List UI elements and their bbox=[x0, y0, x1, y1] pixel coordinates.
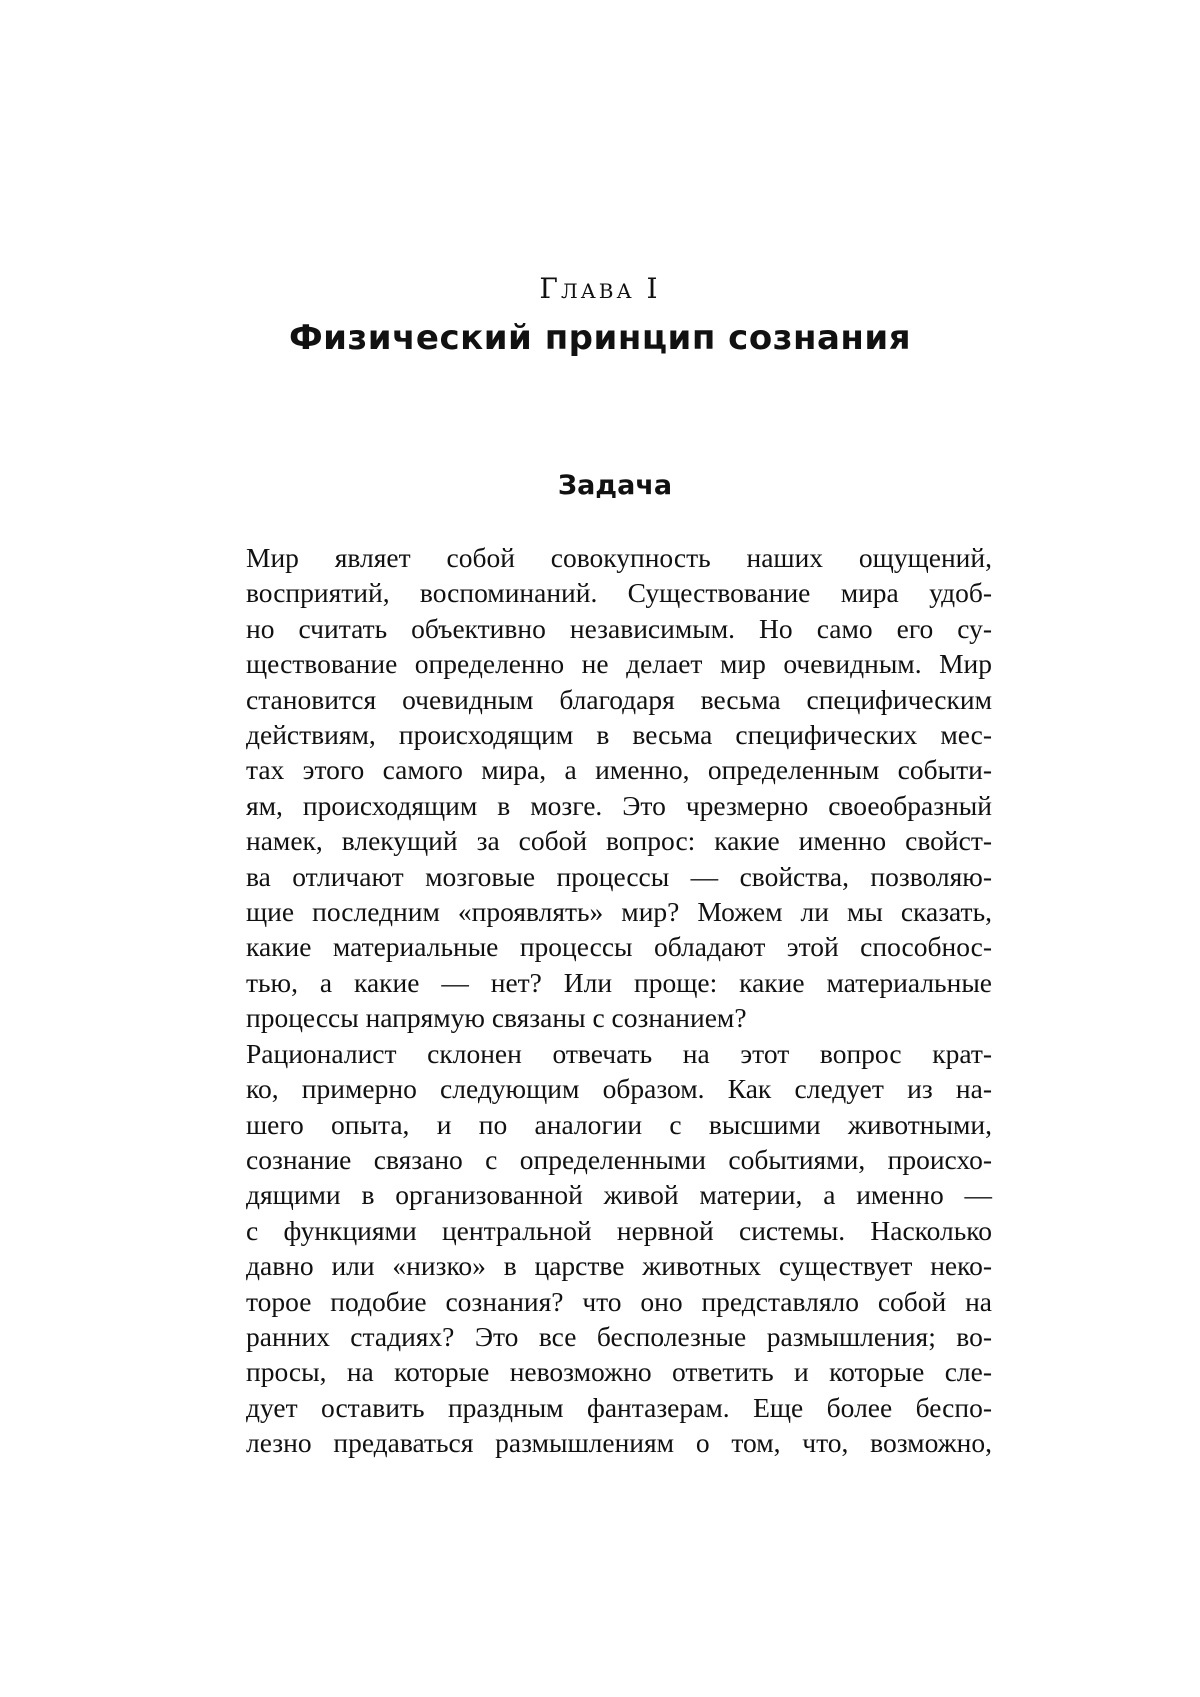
text-line: Мир являет собой совокупность наших ощущений, bbox=[246, 542, 992, 573]
text-line: тах этого самого мира, а именно, определенным событи- bbox=[246, 754, 992, 786]
text-line: ранних стадиях? Это все бесполезные размышления; во- bbox=[246, 1320, 992, 1352]
text-line: торое подобие сознания? что оно представляло собой на bbox=[246, 1285, 992, 1317]
paragraph bbox=[182, 540, 992, 1036]
text-line: лезно предаваться размышлениям о том, что, возможно, bbox=[246, 1427, 992, 1459]
text-line: давно или «низко» в царстве животных существует неко- bbox=[246, 1250, 992, 1282]
text-line: просы, на которые невозможно ответить и которые сле- bbox=[246, 1356, 992, 1388]
text-line: восприятий, воспоминаний. Существование мира удоб- bbox=[246, 577, 992, 609]
section-heading: Задача bbox=[557, 470, 673, 501]
text-line: ва отличают мозговые процессы — свойства, позволяю- bbox=[246, 860, 992, 892]
text-line: дует оставить праздным фантазерам. Еще более беспо- bbox=[246, 1391, 992, 1423]
text-line: шего опыта, и по аналогии с высшими животными, bbox=[246, 1108, 992, 1140]
chapter-label: Глава I bbox=[539, 272, 661, 305]
text-line: тью, а какие — нет? Или проще: какие материальные bbox=[246, 966, 992, 998]
paragraph bbox=[182, 1036, 992, 1461]
text-line: какие материальные процессы обладают этой способнос- bbox=[246, 931, 992, 963]
text-line: дящими в организованной живой материи, а именно — bbox=[246, 1179, 992, 1211]
text-line: процессы напрямую связаны с сознанием? bbox=[246, 1002, 747, 1034]
body-text bbox=[182, 540, 992, 1461]
text-line: Рационалист склонен отвечать на этот вопрос крат- bbox=[246, 1037, 992, 1069]
text-line: намек, влекущий за собой вопрос: какие именно свойст- bbox=[246, 825, 992, 857]
text-line: становится очевидным благодаря весьма специфическим bbox=[246, 683, 992, 715]
text-line: ществование определенно не делает мир очевидным. Мир bbox=[246, 648, 992, 680]
text-line: но считать объективно независимым. Но само его су- bbox=[246, 612, 992, 644]
text-line: с функциями центральной нервной системы. Насколько bbox=[246, 1214, 992, 1246]
text-line: щие последним «проявлять» мир? Можем ли мы сказать, bbox=[246, 896, 992, 928]
chapter-title: Физический принцип сознания bbox=[288, 318, 912, 358]
text-line: ям, происходящим в мозге. Это чрезмерно своеобразный bbox=[246, 789, 992, 821]
text-line: действиям, происходящим в весьма специфических мес- bbox=[246, 719, 992, 751]
text-line: ко, примерно следующим образом. Как следует из на- bbox=[246, 1073, 992, 1105]
text-line: сознание связано с определенными событиями, происхо- bbox=[246, 1143, 992, 1175]
